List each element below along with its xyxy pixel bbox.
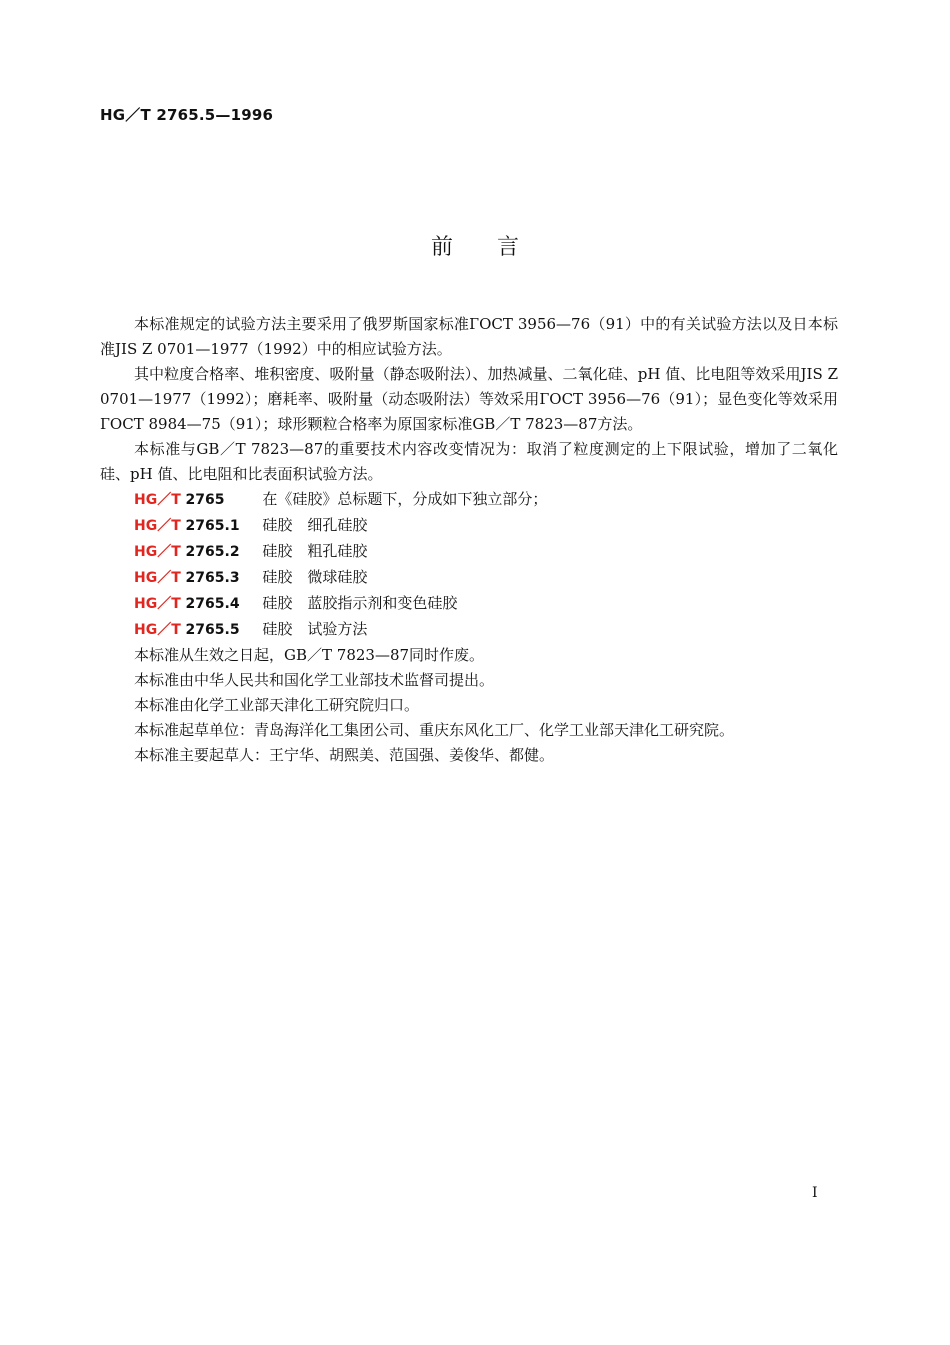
standard-number: 2765.1 [185, 518, 240, 534]
proposer-line: 本标准由中华人民共和国化学工业部技术监督司提出。 [134, 671, 495, 689]
responsible-institute-line: 本标准由化学工业部天津化工研究院归口。 [134, 696, 420, 714]
paragraph-equivalence: 其中粒度合格率、堆积密度、吸附量（静态吸附法）、加热减量、二氧化硅、pH 值、比电阻等效采用JIS Z 0701—1977（1992）；磨耗率、吸附量（动态吸附法）等效采用ГОСТ 3956—76（91）；显色变化等效采用ГОСТ 8984—75（91）；球形颗粒合格率为原国家标准GB／T 7823—87方法。 [100, 365, 838, 433]
standard-code: HG／T [134, 622, 181, 638]
paragraph-adoption-source: 本标准规定的试验方法主要采用了俄罗斯国家标准ГОСТ 3956—76（91）中的有关试验方法以及日本标准JIS Z 0701—1977（1992）中的相应试验方法。 [100, 315, 838, 358]
foreword-body [100, 312, 838, 768]
drafting-units-line: 本标准起草单位：青岛海洋化工集团公司、重庆东风化工厂、化学工业部天津化工研究院。 [134, 721, 735, 739]
drafters-line: 本标准主要起草人：王宁华、胡熙美、范国强、姜俊华、都健。 [134, 746, 555, 764]
standard-number: 2765.5 [185, 622, 240, 638]
standard-part-row [100, 591, 838, 617]
standard-part-row [100, 487, 838, 513]
standard-title: 硅胶 粗孔硅胶 [262, 542, 368, 560]
standard-part-row [100, 513, 838, 539]
standard-code: HG／T [134, 518, 181, 534]
standard-code: HG／T [134, 596, 181, 612]
paragraph-technical-changes: 本标准与GB／T 7823—87的重要技术内容改变情况为：取消了粒度测定的上下限试验，增加了二氧化硅、pH 值、比电阻和比表面积试验方法。 [100, 440, 838, 483]
standard-part-row [100, 539, 838, 565]
standard-title: 硅胶 细孔硅胶 [262, 516, 368, 534]
standard-part-row [100, 617, 838, 643]
page-number: I [812, 1185, 818, 1201]
document-code-header: HG／T 2765.5—1996 [100, 106, 274, 124]
standard-title: 硅胶 试验方法 [262, 620, 368, 638]
standard-code: HG／T [134, 544, 181, 560]
page-title: 前言 [430, 235, 563, 260]
standard-title: 在《硅胶》总标题下，分成如下独立部分； [262, 490, 548, 508]
standard-number: 2765.4 [185, 596, 240, 612]
standard-code: HG／T [134, 570, 181, 586]
standard-code: HG／T [134, 492, 181, 508]
standard-part-row [100, 565, 838, 591]
standard-number: 2765 [185, 492, 225, 508]
standard-title: 硅胶 蓝胶指示剂和变色硅胶 [262, 594, 458, 612]
standard-title: 硅胶 微球硅胶 [262, 568, 368, 586]
standard-number: 2765.3 [185, 570, 240, 586]
effective-date-line: 本标准从生效之日起，GB／T 7823—87同时作废。 [134, 646, 485, 664]
standard-number: 2765.2 [185, 544, 240, 560]
